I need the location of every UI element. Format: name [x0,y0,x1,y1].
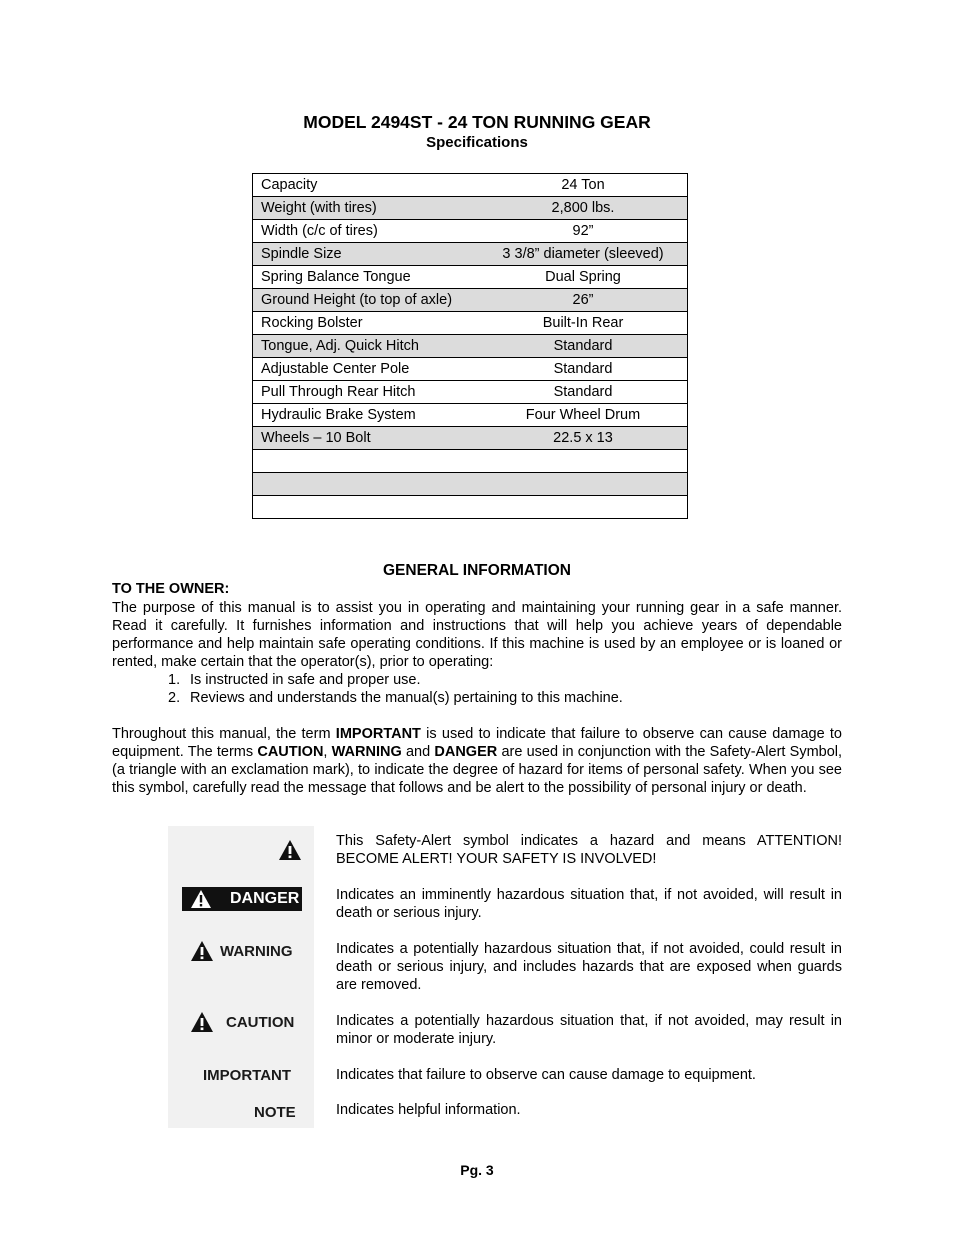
table-row [253,289,688,312]
paragraph-text: and [401,744,435,760]
specifications-table [252,173,688,519]
list-number: 1. [168,672,181,688]
table-row [253,174,688,197]
spec-name [253,450,480,473]
table-row [253,358,688,381]
table-row [253,404,688,427]
important-description: Indicates that failure to observe can cause damage to equipment. [336,1067,756,1083]
spec-name: Capacity [253,174,480,197]
danger-label: DANGER [230,890,300,907]
table-row [253,381,688,404]
spec-value: Dual Spring [479,266,688,289]
spec-value [479,496,688,519]
safety-alert-icon [278,839,302,861]
warning-label: WARNING [220,943,293,960]
caution-description: Indicates a potentially hazardous situation that, if not avoided, may result in minor or moderate injury. [336,1013,842,1047]
table-row [253,266,688,289]
term-danger: DANGER [434,744,498,760]
safety-alert-icon [190,940,214,962]
paragraph-text: Throughout this manual, the term [112,726,336,742]
spec-value: 3 3/8” diameter (sleeved) [479,243,688,266]
table-row [253,335,688,358]
spec-value: Built-In Rear [479,312,688,335]
spec-name: Tongue, Adj. Quick Hitch [253,335,480,358]
caution-label: CAUTION [226,1014,295,1031]
table-row [253,220,688,243]
operator-requirements-list [168,671,623,707]
document-title: MODEL 2494ST - 24 TON RUNNING GEAR [303,112,651,132]
term-warning: WARNING [331,744,402,760]
table-row [253,427,688,450]
note-description: Indicates helpful information. [336,1102,521,1118]
spec-value: 26” [479,289,688,312]
spec-name: Hydraulic Brake System [253,404,480,427]
paragraph-text: is used to indicate that failure to observe can cause damage to equipment. The terms [112,726,842,760]
table-row [253,473,688,496]
spec-value: 2,800 lbs. [479,197,688,220]
alert-description: This Safety-Alert symbol indicates a hazard and means ATTENTION! BECOME ALERT! YOUR SAFETY IS INVOLVED! [336,833,842,867]
spec-value: Four Wheel Drum [479,404,688,427]
document-subtitle: Specifications [426,134,528,151]
spec-value [479,450,688,473]
spec-name: Ground Height (to top of axle) [253,289,480,312]
owner-heading: TO THE OWNER: [112,581,230,597]
paragraph-text: are used in conjunction with the Safety-Alert Symbol, (a triangle with an exclamation mark), to indicate the degree of hazard for items of personal safety. When you see this symbol, carefully read the message that follows and be alert to the possibility of personal injury or death. [112,744,843,796]
table-row [253,197,688,220]
spec-name: Width (c/c of tires) [253,220,480,243]
paragraph-text: , [323,744,332,760]
spec-value: 22.5 x 13 [479,427,688,450]
spec-name: Wheels – 10 Bolt [253,427,480,450]
table-row [253,312,688,335]
spec-value: Standard [479,381,688,404]
section-heading: GENERAL INFORMATION [382,562,571,579]
spec-value: 92” [479,220,688,243]
spec-name: Adjustable Center Pole [253,358,480,381]
term-caution: CAUTION [257,744,324,760]
spec-name: Rocking Bolster [253,312,480,335]
spec-value [479,473,688,496]
danger-description: Indicates an imminently hazardous situation that, if not avoided, will result in death or serious injury. [336,887,842,921]
danger-signal-word [182,887,302,911]
table-row [253,450,688,473]
list-item [168,689,623,707]
term-important: IMPORTANT [335,726,421,742]
spec-name: Weight (with tires) [253,197,480,220]
important-label: IMPORTANT [203,1067,292,1084]
table-row [253,496,688,519]
intro-paragraph: The purpose of this manual is to assist you in operating and maintaining your running gear in a safe manner. Read it carefully. It furnishes information and instructions that will help you achieve years of dependable performance and help maintain safe operating conditions. If this machine is used by an employee or is loaned or rented, make certain that the operator(s), prior to operating: [112,600,842,670]
spec-name: Spring Balance Tongue [253,266,480,289]
spec-name [253,496,480,519]
safety-alert-icon [190,1011,214,1033]
spec-value: Standard [479,335,688,358]
list-item [168,671,623,689]
spec-name: Spindle Size [253,243,480,266]
note-label: NOTE [254,1104,296,1121]
list-text: Reviews and understands the manual(s) pertaining to this machine. [190,690,623,706]
spec-value: Standard [479,358,688,381]
page-number: Pg. 3 [460,1162,494,1178]
spec-value: 24 Ton [479,174,688,197]
table-row [253,243,688,266]
spec-name: Pull Through Rear Hitch [253,381,480,404]
list-number: 2. [168,690,181,706]
spec-name [253,473,480,496]
list-text: Is instructed in safe and proper use. [190,672,421,688]
terms-paragraph [112,725,842,797]
safety-alert-icon [190,889,212,909]
warning-description: Indicates a potentially hazardous situation that, if not avoided, could result in death or serious injury, and includes hazards that are exposed when guards are removed. [336,941,842,993]
safety-symbol-panel [168,826,314,1128]
